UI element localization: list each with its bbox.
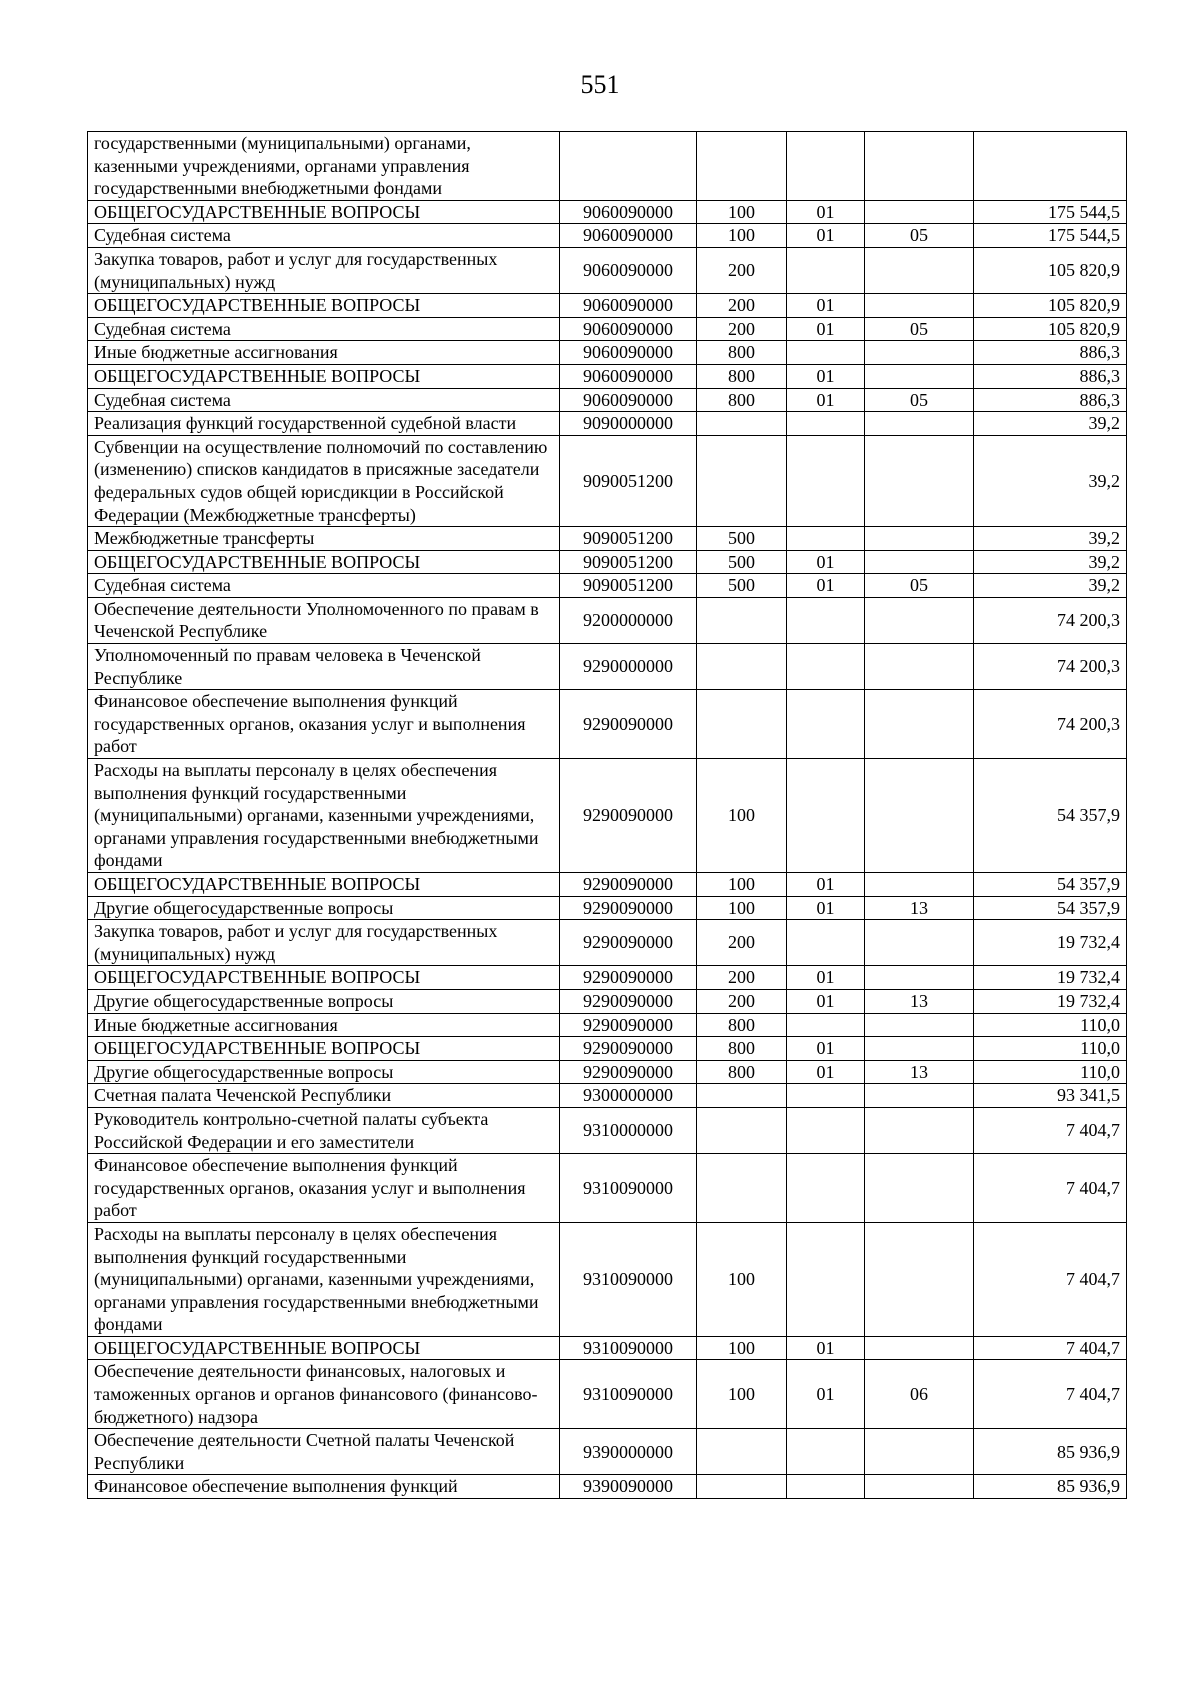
section-code: 01 <box>787 873 865 897</box>
table-row <box>88 574 1127 598</box>
expense-type-code: 100 <box>697 873 787 897</box>
expense-type-code: 800 <box>697 1037 787 1061</box>
row-name: ОБЩЕГОСУДАРСТВЕННЫЕ ВОПРОСЫ <box>88 364 560 388</box>
section-code <box>787 690 865 759</box>
amount: 54 357,9 <box>974 873 1127 897</box>
row-name: ОБЩЕГОСУДАРСТВЕННЫЕ ВОПРОСЫ <box>88 550 560 574</box>
section-code: 01 <box>787 1360 865 1429</box>
table-row <box>88 1475 1127 1499</box>
expense-type-code: 100 <box>697 896 787 920</box>
subsection-code <box>865 412 974 436</box>
row-name: ОБЩЕГОСУДАРСТВЕННЫЕ ВОПРОСЫ <box>88 1336 560 1360</box>
expense-type-code: 800 <box>697 341 787 365</box>
expense-type-code: 100 <box>697 224 787 248</box>
table-row <box>88 1013 1127 1037</box>
amount <box>974 132 1127 201</box>
expense-type-code: 100 <box>697 200 787 224</box>
amount: 175 544,5 <box>974 200 1127 224</box>
expense-type-code: 500 <box>697 550 787 574</box>
target-article-code: 9290090000 <box>560 896 697 920</box>
section-code: 01 <box>787 294 865 318</box>
table-row <box>88 317 1127 341</box>
table-row <box>88 294 1127 318</box>
table-row <box>88 1154 1127 1223</box>
row-name: Реализация функций государственной судебной власти <box>88 412 560 436</box>
subsection-code: 05 <box>865 224 974 248</box>
row-name: Судебная система <box>88 388 560 412</box>
expense-type-code: 100 <box>697 759 787 873</box>
amount: 175 544,5 <box>974 224 1127 248</box>
target-article-code: 9060090000 <box>560 364 697 388</box>
amount: 39,2 <box>974 412 1127 436</box>
section-code: 01 <box>787 550 865 574</box>
section-code <box>787 1154 865 1223</box>
section-code: 01 <box>787 1336 865 1360</box>
row-name: ОБЩЕГОСУДАРСТВЕННЫЕ ВОПРОСЫ <box>88 200 560 224</box>
row-name: Иные бюджетные ассигнования <box>88 1013 560 1037</box>
table-row <box>88 1336 1127 1360</box>
subsection-code <box>865 597 974 643</box>
amount: 7 404,7 <box>974 1154 1127 1223</box>
amount: 54 357,9 <box>974 759 1127 873</box>
section-code: 01 <box>787 896 865 920</box>
section-code: 01 <box>787 200 865 224</box>
section-code <box>787 412 865 436</box>
target-article-code: 9090000000 <box>560 412 697 436</box>
target-article-code: 9090051200 <box>560 574 697 598</box>
table-row <box>88 412 1127 436</box>
budget-table-body <box>88 132 1127 1499</box>
table-row <box>88 527 1127 551</box>
amount: 93 341,5 <box>974 1084 1127 1108</box>
amount: 105 820,9 <box>974 294 1127 318</box>
table-row <box>88 224 1127 248</box>
amount: 39,2 <box>974 574 1127 598</box>
subsection-code <box>865 247 974 293</box>
target-article-code: 9090051200 <box>560 527 697 551</box>
table-row <box>88 1037 1127 1061</box>
table-row <box>88 896 1127 920</box>
target-article-code: 9390090000 <box>560 1475 697 1499</box>
amount: 74 200,3 <box>974 597 1127 643</box>
table-row <box>88 920 1127 966</box>
section-code <box>787 1429 865 1475</box>
section-code: 01 <box>787 388 865 412</box>
amount: 85 936,9 <box>974 1429 1127 1475</box>
subsection-code <box>865 1013 974 1037</box>
row-name: Расходы на выплаты персоналу в целях обеспечения выполнения функций государственными (муниципальными) органами, казенными учреждениями, органами управления государственными внебюджетными фондами <box>88 1222 560 1336</box>
target-article-code: 9310090000 <box>560 1222 697 1336</box>
subsection-code <box>865 1154 974 1223</box>
page-number: 551 <box>580 70 620 99</box>
section-code: 01 <box>787 1060 865 1084</box>
row-name: Уполномоченный по правам человека в Чеченской Республике <box>88 644 560 690</box>
table-row <box>88 132 1127 201</box>
expense-type-code: 200 <box>697 247 787 293</box>
subsection-code <box>865 341 974 365</box>
expense-type-code: 200 <box>697 966 787 990</box>
amount: 74 200,3 <box>974 690 1127 759</box>
section-code <box>787 527 865 551</box>
target-article-code: 9290090000 <box>560 1013 697 1037</box>
row-name: Субвенции на осуществление полномочий по составлению (изменению) списков кандидатов в присяжные заседатели федеральных судов общей юрисдикции в Российской Федерации (Межбюджетные трансферты) <box>88 435 560 526</box>
row-name: Финансовое обеспечение выполнения функций государственных органов, оказания услуг и выполнения работ <box>88 1154 560 1223</box>
target-article-code: 9290090000 <box>560 1037 697 1061</box>
expense-type-code: 200 <box>697 920 787 966</box>
row-name: Руководитель контрольно-счетной палаты субъекта Российской Федерации и его заместители <box>88 1107 560 1153</box>
amount: 110,0 <box>974 1013 1127 1037</box>
row-name: ОБЩЕГОСУДАРСТВЕННЫЕ ВОПРОСЫ <box>88 1037 560 1061</box>
row-name: Обеспечение деятельности финансовых, налоговых и таможенных органов и органов финансового (финансово-бюджетного) надзора <box>88 1360 560 1429</box>
target-article-code: 9310090000 <box>560 1336 697 1360</box>
section-code: 01 <box>787 966 865 990</box>
table-row <box>88 1060 1127 1084</box>
row-name: Обеспечение деятельности Счетной палаты Чеченской Республики <box>88 1429 560 1475</box>
expense-type-code <box>697 1475 787 1499</box>
row-name: Закупка товаров, работ и услуг для государственных (муниципальных) нужд <box>88 920 560 966</box>
target-article-code <box>560 132 697 201</box>
expense-type-code: 100 <box>697 1336 787 1360</box>
target-article-code: 9310090000 <box>560 1360 697 1429</box>
target-article-code: 9310000000 <box>560 1107 697 1153</box>
row-name: Иные бюджетные ассигнования <box>88 341 560 365</box>
section-code: 01 <box>787 989 865 1013</box>
expense-type-code <box>697 644 787 690</box>
table-row <box>88 690 1127 759</box>
subsection-code <box>865 527 974 551</box>
target-article-code: 9290090000 <box>560 1060 697 1084</box>
section-code: 01 <box>787 317 865 341</box>
subsection-code <box>865 1037 974 1061</box>
section-code <box>787 132 865 201</box>
expense-type-code <box>697 435 787 526</box>
amount: 39,2 <box>974 550 1127 574</box>
target-article-code: 9300000000 <box>560 1084 697 1108</box>
expense-type-code: 800 <box>697 388 787 412</box>
row-name: Другие общегосударственные вопросы <box>88 989 560 1013</box>
amount: 7 404,7 <box>974 1107 1127 1153</box>
target-article-code: 9290000000 <box>560 644 697 690</box>
expense-type-code <box>697 412 787 436</box>
row-name: Судебная система <box>88 317 560 341</box>
target-article-code: 9200000000 <box>560 597 697 643</box>
target-article-code: 9290090000 <box>560 690 697 759</box>
subsection-code <box>865 644 974 690</box>
row-name: Финансовое обеспечение выполнения функций государственных органов, оказания услуг и выполнения работ <box>88 690 560 759</box>
table-row <box>88 435 1127 526</box>
row-name: ОБЩЕГОСУДАРСТВЕННЫЕ ВОПРОСЫ <box>88 873 560 897</box>
expense-type-code <box>697 1107 787 1153</box>
expense-type-code <box>697 690 787 759</box>
row-name: Судебная система <box>88 224 560 248</box>
amount: 7 404,7 <box>974 1360 1127 1429</box>
target-article-code: 9060090000 <box>560 388 697 412</box>
row-name: государственными (муниципальными) органами, казенными учреждениями, органами управления государственными внебюджетными фондами <box>88 132 560 201</box>
subsection-code <box>865 1107 974 1153</box>
target-article-code: 9390000000 <box>560 1429 697 1475</box>
row-name: Закупка товаров, работ и услуг для государственных (муниципальных) нужд <box>88 247 560 293</box>
expense-type-code: 500 <box>697 574 787 598</box>
amount: 110,0 <box>974 1060 1127 1084</box>
section-code <box>787 920 865 966</box>
expense-type-code <box>697 1154 787 1223</box>
amount: 19 732,4 <box>974 989 1127 1013</box>
subsection-code <box>865 1336 974 1360</box>
amount: 110,0 <box>974 1037 1127 1061</box>
table-row <box>88 873 1127 897</box>
amount: 19 732,4 <box>974 920 1127 966</box>
table-row <box>88 200 1127 224</box>
section-code <box>787 435 865 526</box>
expense-type-code <box>697 1084 787 1108</box>
table-row <box>88 341 1127 365</box>
amount: 54 357,9 <box>974 896 1127 920</box>
target-article-code: 9310090000 <box>560 1154 697 1223</box>
expense-type-code: 800 <box>697 1060 787 1084</box>
row-name: Судебная система <box>88 574 560 598</box>
row-name: Счетная палата Чеченской Республики <box>88 1084 560 1108</box>
table-row <box>88 597 1127 643</box>
target-article-code: 9290090000 <box>560 989 697 1013</box>
amount: 74 200,3 <box>974 644 1127 690</box>
target-article-code: 9060090000 <box>560 200 697 224</box>
target-article-code: 9060090000 <box>560 224 697 248</box>
target-article-code: 9090051200 <box>560 435 697 526</box>
row-name: ОБЩЕГОСУДАРСТВЕННЫЕ ВОПРОСЫ <box>88 966 560 990</box>
expense-type-code: 800 <box>697 364 787 388</box>
subsection-code <box>865 294 974 318</box>
section-code: 01 <box>787 574 865 598</box>
target-article-code: 9090051200 <box>560 550 697 574</box>
target-article-code: 9290090000 <box>560 759 697 873</box>
section-code <box>787 759 865 873</box>
amount: 7 404,7 <box>974 1222 1127 1336</box>
subsection-code: 13 <box>865 989 974 1013</box>
expense-type-code: 200 <box>697 317 787 341</box>
section-code <box>787 341 865 365</box>
amount: 85 936,9 <box>974 1475 1127 1499</box>
target-article-code: 9290090000 <box>560 966 697 990</box>
row-name: Обеспечение деятельности Уполномоченного по правам в Чеченской Республике <box>88 597 560 643</box>
amount: 19 732,4 <box>974 966 1127 990</box>
section-code <box>787 1475 865 1499</box>
table-row <box>88 759 1127 873</box>
amount: 7 404,7 <box>974 1336 1127 1360</box>
subsection-code: 13 <box>865 1060 974 1084</box>
row-name: Расходы на выплаты персоналу в целях обеспечения выполнения функций государственными (муниципальными) органами, казенными учреждениями, органами управления государственными внебюджетными фондами <box>88 759 560 873</box>
expense-type-code: 800 <box>697 1013 787 1037</box>
amount: 886,3 <box>974 364 1127 388</box>
subsection-code <box>865 966 974 990</box>
table-row <box>88 1107 1127 1153</box>
section-code <box>787 1107 865 1153</box>
subsection-code <box>865 690 974 759</box>
subsection-code: 05 <box>865 317 974 341</box>
amount: 886,3 <box>974 388 1127 412</box>
section-code <box>787 644 865 690</box>
budget-table <box>87 131 1127 1499</box>
expense-type-code: 200 <box>697 294 787 318</box>
table-row <box>88 1429 1127 1475</box>
section-code: 01 <box>787 224 865 248</box>
section-code <box>787 1222 865 1336</box>
subsection-code <box>865 550 974 574</box>
subsection-code <box>865 1475 974 1499</box>
subsection-code <box>865 759 974 873</box>
expense-type-code: 100 <box>697 1222 787 1336</box>
subsection-code <box>865 1084 974 1108</box>
subsection-code <box>865 435 974 526</box>
section-code <box>787 247 865 293</box>
subsection-code <box>865 132 974 201</box>
target-article-code: 9290090000 <box>560 873 697 897</box>
amount: 39,2 <box>974 527 1127 551</box>
target-article-code: 9060090000 <box>560 317 697 341</box>
expense-type-code: 500 <box>697 527 787 551</box>
subsection-code <box>865 1429 974 1475</box>
target-article-code: 9290090000 <box>560 920 697 966</box>
amount: 886,3 <box>974 341 1127 365</box>
table-row <box>88 1222 1127 1336</box>
row-name: Финансовое обеспечение выполнения функций <box>88 1475 560 1499</box>
table-row <box>88 1360 1127 1429</box>
row-name: Другие общегосударственные вопросы <box>88 896 560 920</box>
expense-type-code <box>697 132 787 201</box>
table-row <box>88 550 1127 574</box>
subsection-code: 06 <box>865 1360 974 1429</box>
table-row <box>88 644 1127 690</box>
target-article-code: 9060090000 <box>560 294 697 318</box>
target-article-code: 9060090000 <box>560 247 697 293</box>
table-row <box>88 989 1127 1013</box>
amount: 105 820,9 <box>974 247 1127 293</box>
table-row <box>88 966 1127 990</box>
section-code <box>787 1084 865 1108</box>
expense-type-code: 200 <box>697 989 787 1013</box>
subsection-code <box>865 1222 974 1336</box>
amount: 105 820,9 <box>974 317 1127 341</box>
table-row <box>88 364 1127 388</box>
subsection-code: 05 <box>865 574 974 598</box>
expense-type-code <box>697 597 787 643</box>
subsection-code: 05 <box>865 388 974 412</box>
row-name: Межбюджетные трансферты <box>88 527 560 551</box>
row-name: ОБЩЕГОСУДАРСТВЕННЫЕ ВОПРОСЫ <box>88 294 560 318</box>
expense-type-code <box>697 1429 787 1475</box>
subsection-code <box>865 873 974 897</box>
subsection-code <box>865 200 974 224</box>
subsection-code: 13 <box>865 896 974 920</box>
row-name: Другие общегосударственные вопросы <box>88 1060 560 1084</box>
table-row <box>88 247 1127 293</box>
section-code: 01 <box>787 1037 865 1061</box>
section-code <box>787 597 865 643</box>
table-row <box>88 1084 1127 1108</box>
amount: 39,2 <box>974 435 1127 526</box>
target-article-code: 9060090000 <box>560 341 697 365</box>
subsection-code <box>865 920 974 966</box>
section-code: 01 <box>787 364 865 388</box>
section-code <box>787 1013 865 1037</box>
expense-type-code: 100 <box>697 1360 787 1429</box>
subsection-code <box>865 364 974 388</box>
table-row <box>88 388 1127 412</box>
